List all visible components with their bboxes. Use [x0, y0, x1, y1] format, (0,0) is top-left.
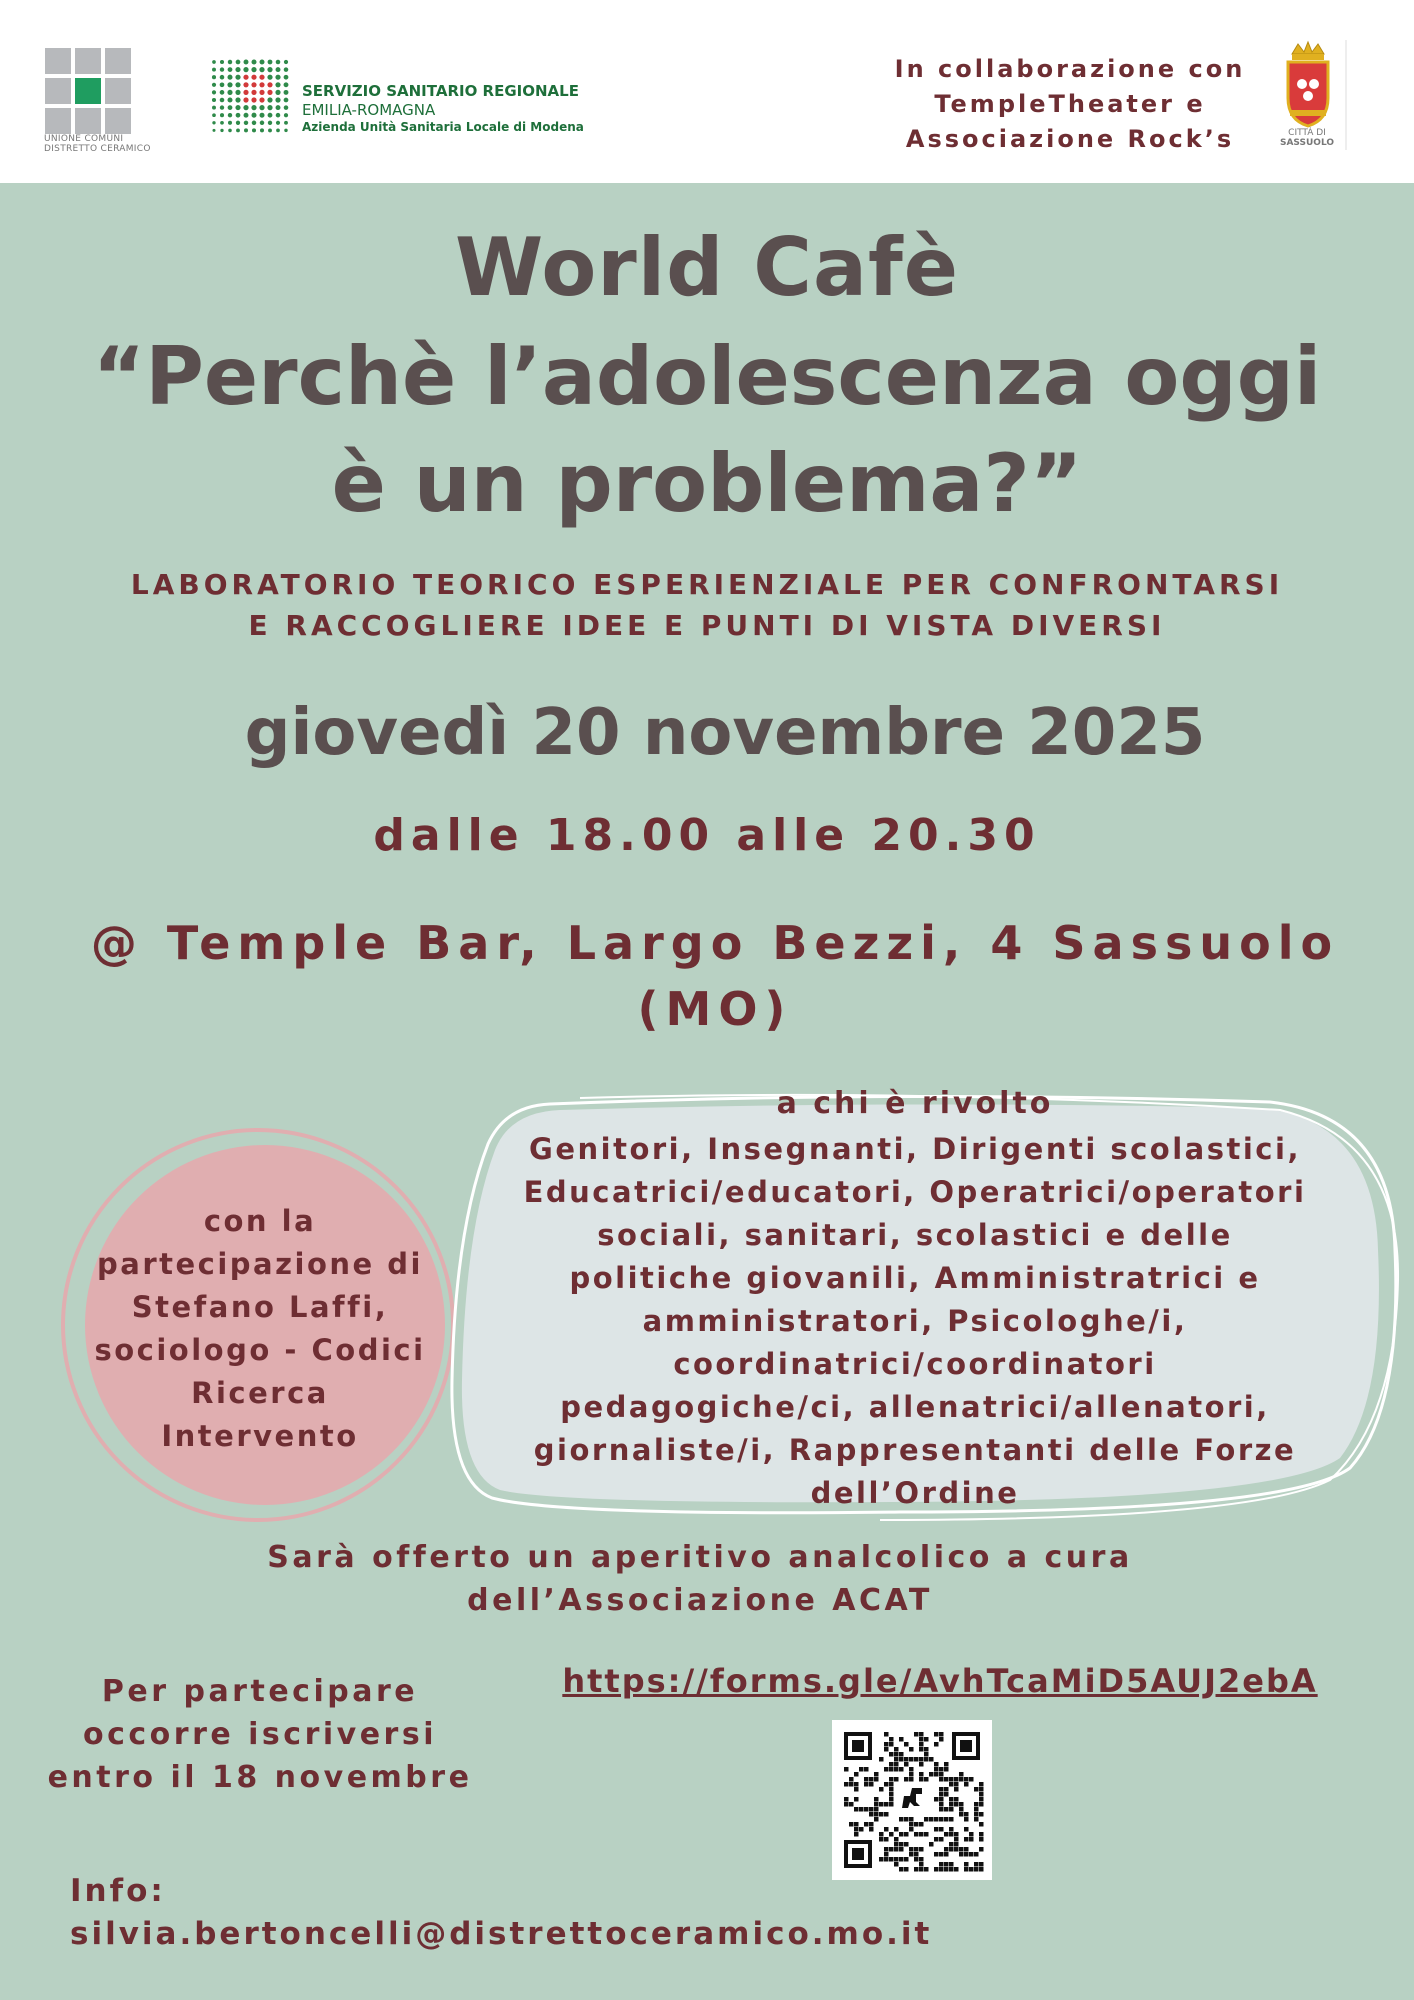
qr-code[interactable]	[832, 1720, 992, 1880]
contact-email[interactable]: silvia.bertoncelli@distrettoceramico.mo.it	[70, 1916, 933, 1952]
event-subtitle: LABORATORIO TEORICO ESPERIENZIALE PER CONFRONTARSI E RACCOGLIERE IDEE E PUNTI DI VISTA DIVERSI	[130, 568, 1284, 642]
sassuolo-crest-icon	[1280, 40, 1336, 130]
contact-label: Info:	[70, 1873, 166, 1909]
registration-link[interactable]: https://forms.gle/AvhTcaMiD5AUJ2ebA	[562, 1662, 1318, 1700]
speaker-info: con la partecipazione di Stefano Laffi, sociologo - Codici Ricerca Intervento	[94, 1204, 426, 1453]
ssr-logo-icon	[210, 58, 290, 134]
event-title-line3: è un problema?”	[331, 437, 1083, 530]
audience-heading: a chi è rivolto	[776, 1086, 1054, 1121]
sassuolo-logo-text: CITTÀ DI SASSUOLO	[1279, 128, 1335, 148]
aperitivo-note: Sarà offerto un aperitivo analcolico a cura dell’Associazione ACAT	[267, 1540, 1133, 1618]
contact-info	[70, 1870, 1070, 1956]
ssr-logo-title: SERVIZIO SANITARIO REGIONALE	[302, 82, 579, 100]
unione-logo-text: UNIONE COMUNI DISTRETTO CERAMICO	[44, 134, 151, 154]
event-time: dalle 18.00 alle 20.30	[373, 810, 1041, 861]
event-title-line1: World Cafè	[454, 221, 960, 314]
qr-code-icon	[832, 1720, 992, 1880]
audience-list: Genitori, Insegnanti, Dirigenti scolastici, Educatrici/educatori, Operatrici/operatori sociali, sanitari, scolastici e delle politiche giovanili, Amministratrici e amministratori, Psicologhe/i, coordinatrici/coordinatori pedagogiche/ci, allenatrici/allenatori, giornaliste/i, Rappresentanti delle Forze dell’Ordine	[523, 1132, 1307, 1510]
event-title-line2: “Perchè l’adolescenza oggi	[92, 330, 1322, 423]
registration-note: Per partecipare occorre iscriversi entro il 18 novembre	[47, 1674, 473, 1795]
event-date: giovedì 20 novembre 2025	[244, 696, 1206, 770]
ssr-logo-ausl: Azienda Unità Sanitaria Locale di Modena	[302, 120, 584, 134]
unione-logo-icon	[45, 48, 131, 134]
collaboration-note: In collaborazione con TempleTheater e Associazione Rock’s	[894, 55, 1246, 153]
header-divider	[1345, 40, 1347, 150]
ssr-logo-region: EMILIA-ROMAGNA	[302, 101, 436, 119]
event-venue: @ Temple Bar, Largo Bezzi, 4 Sassuolo (MO)	[90, 916, 1340, 1036]
header-bar	[0, 0, 1414, 183]
